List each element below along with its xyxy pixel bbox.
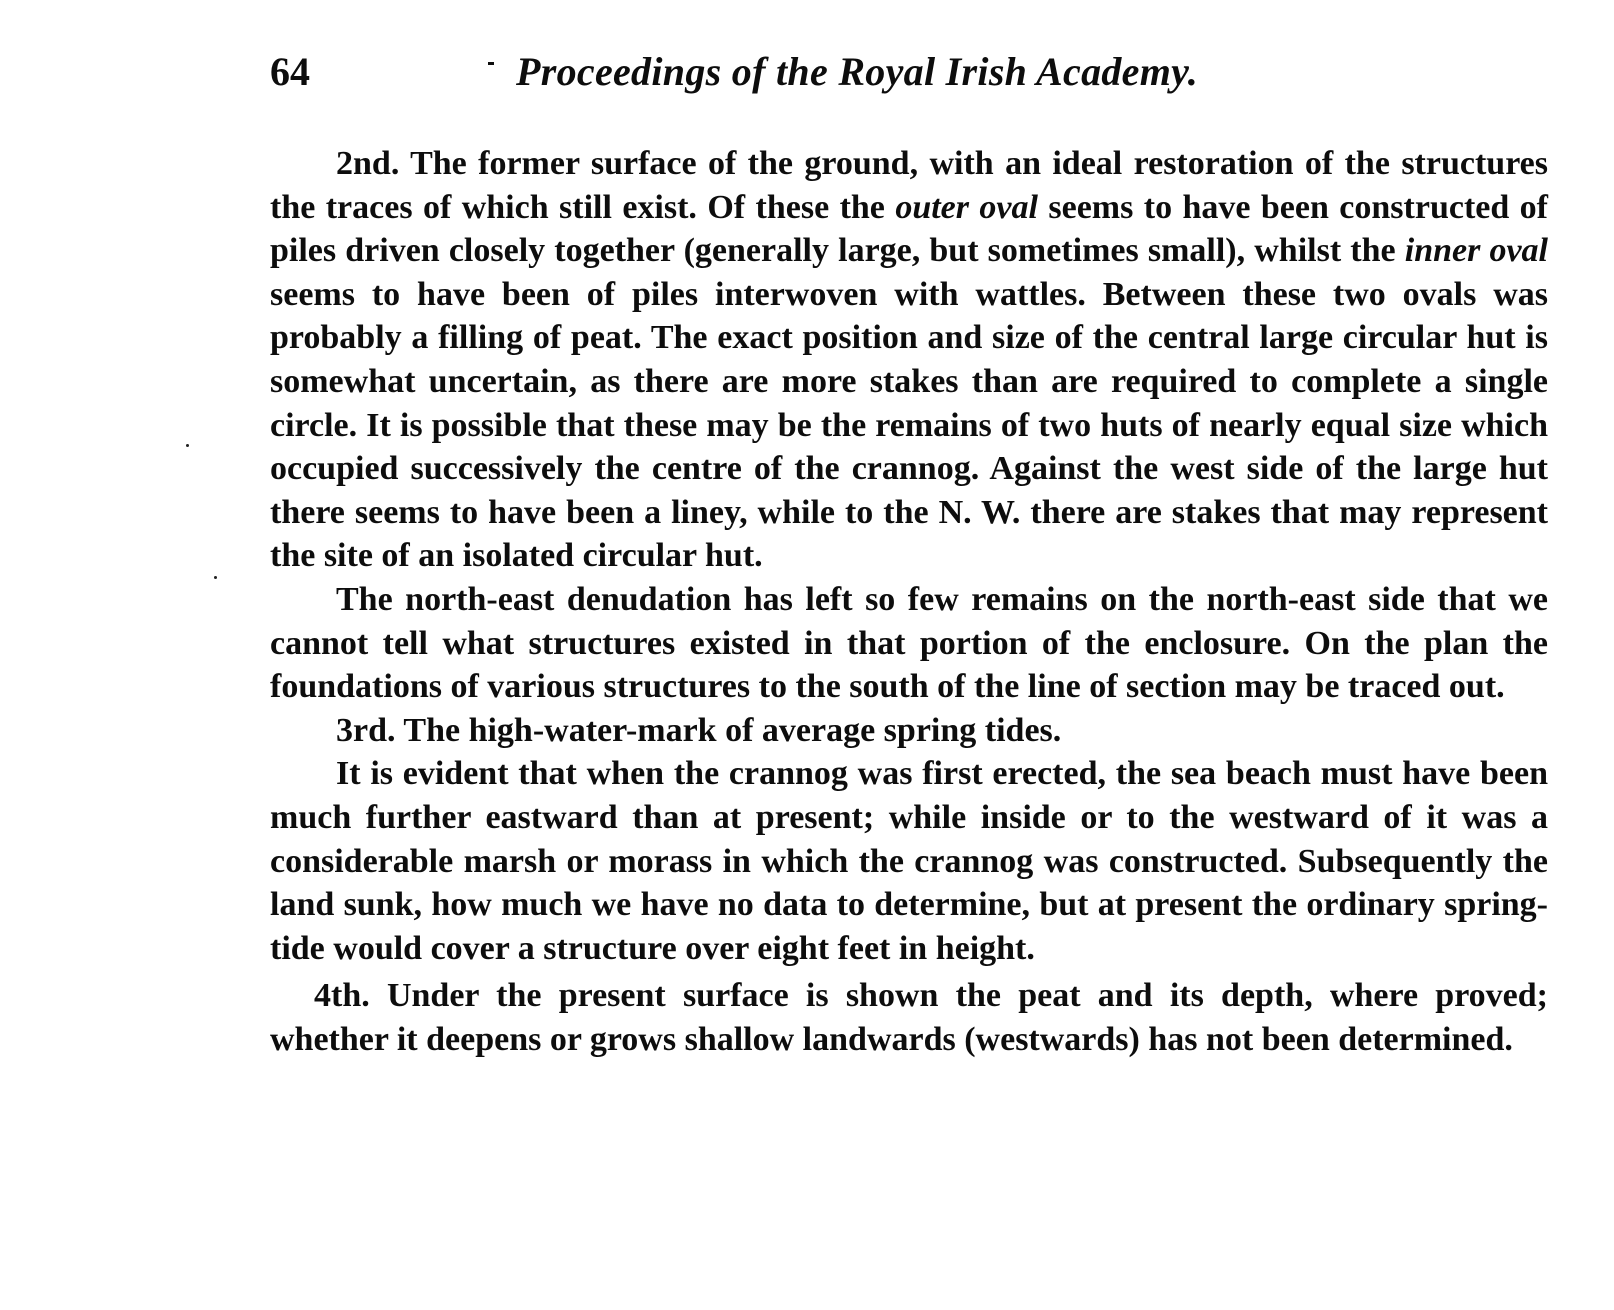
paragraph-2nd: [270, 142, 1548, 578]
paragraph-evident: It is evident that when the crannog was first erected, the sea beach must have been much further eastward than at present; while inside or to the westward of it was a considerable marsh or morass in which the crannog was constructed. Subsequently the land sunk, how much we have no data to determine, but at present the ordinary spring-tide would cover a structure over eight feet in height.: [270, 755, 1548, 967]
emphasis-inner-oval: inner oval: [1404, 232, 1549, 270]
document-page: [270, 40, 1548, 1302]
paragraph-3rd: 3rd. The high-water-mark of average spring tides.: [336, 711, 1062, 749]
page-number: 64: [270, 49, 310, 94]
running-title: Proceedings of the Royal Irish Academy.: [516, 49, 1199, 94]
scan-speck: [214, 576, 217, 579]
page-header: [270, 40, 1548, 104]
scan-speck: [186, 444, 189, 447]
emphasis-outer-oval: outer oval: [895, 188, 1038, 226]
body-text: [270, 142, 1548, 1061]
paragraph-text: 2nd. The former surface of the ground, with an ideal restoration of the structures the traces of which still exist. Of these the: [270, 145, 1548, 226]
paragraph-text: seems to have been constructed of piles driven closely together (generally large, but sometimes small), whilst the: [270, 188, 1549, 270]
paragraph-north-east: The north-east denudation has left so few remains on the north-east side that we cannot tell what structures existed in that portion of the enclosure. On the plan the foundations of various structures to the south of the line of section may be traced out.: [270, 580, 1548, 706]
paragraph-4th: 4th. Under the present surface is shown the peat and its depth, where proved; whether it deepens or grows shallow landwards (westwards) has not been determined.: [270, 977, 1548, 1058]
paragraph-text: seems to have been of piles interwoven with wattles. Between these two ovals was probably a filling of peat. The exact position and size of the central large circular hut is somewhat uncertain, as there are more stakes than are required to complete a single circle. It is possible that these may be the remains of two huts of nearly equal size which occupied successively the centre of the crannog. Against the west side of the large hut there seems to have been a liney, while to the N. W. there are stakes that may represent the site of an isolated circular hut.: [270, 275, 1548, 575]
header-mark: [488, 62, 494, 65]
